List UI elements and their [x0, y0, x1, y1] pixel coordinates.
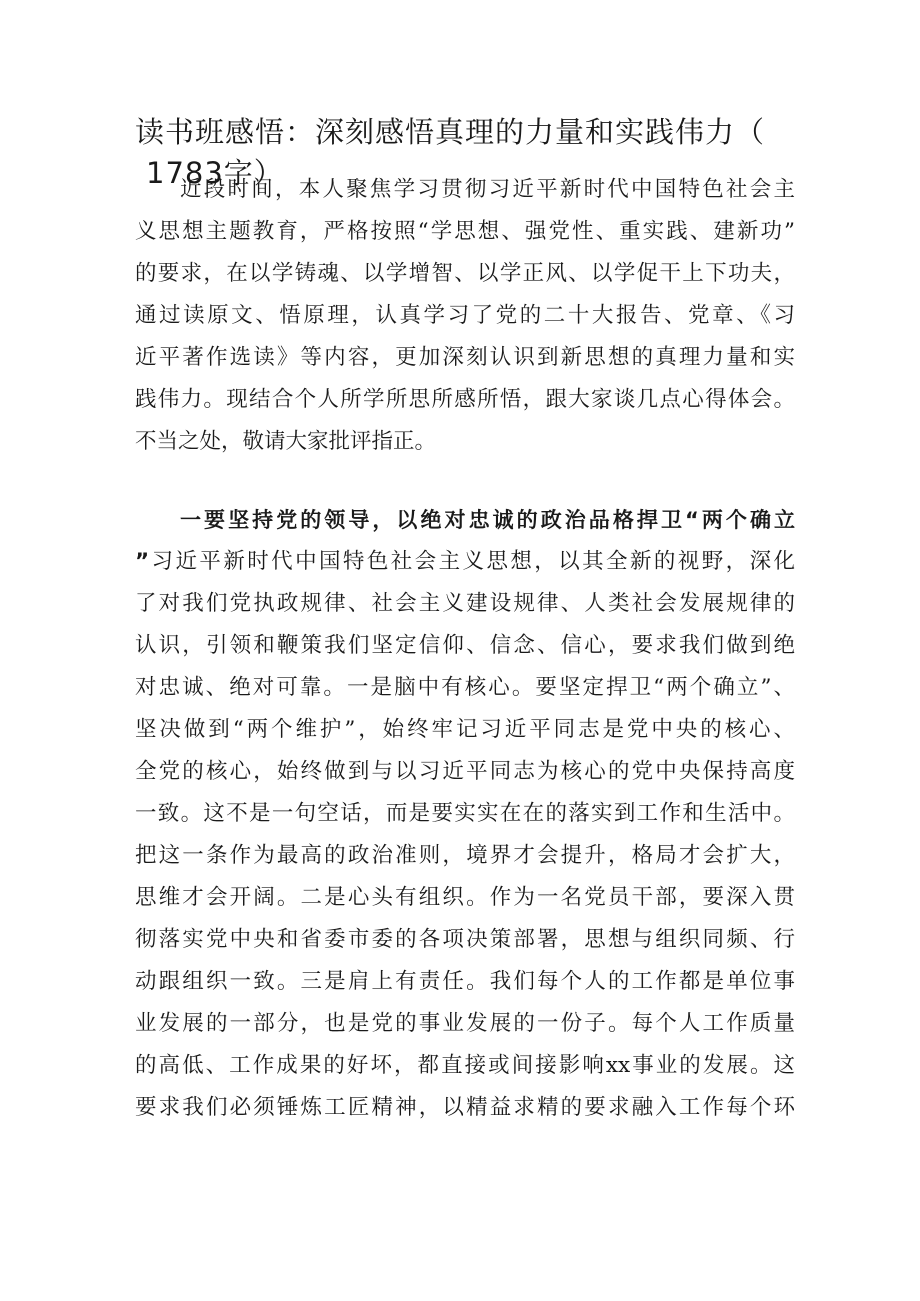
- paragraph-1-line: 践伟力。现结合个人所学所思所感所悟，跟大家谈几点心得体会。: [135, 387, 795, 412]
- paragraph-1-line: 通过读原文、悟原理，认真学习了党的二十大报告、党章、《习: [135, 303, 795, 328]
- paragraph-2-line: 思维才会开阔。二是心头有组织。作为一名党员干部，要深入贯: [135, 885, 795, 910]
- paragraph-1-line: 近段时间，本人聚焦学习贯彻习近平新时代中国特色社会主: [180, 177, 795, 202]
- paragraph-2-line: 动跟组织一致。三是肩上有责任。我们每个人的工作都是单位事: [135, 969, 795, 994]
- paragraph-2-line: 认识，引领和鞭策我们坚定信仰、信念、信心，要求我们做到绝: [135, 633, 795, 658]
- paragraph-2-line: 业发展的一部分，也是党的事业发展的一份子。每个人工作质量: [135, 1011, 795, 1036]
- section-heading: 一要坚持党的领导，以绝对忠诚的政治品格捍卫“两个确立: [180, 508, 795, 532]
- paragraph-1-line: 的要求，在以学铸魂、以学增智、以学正风、以学促干上下功夫，: [135, 261, 795, 286]
- paragraph-1-line: 近平著作选读》等内容，更加深刻认识到新思想的真理力量和实: [135, 345, 795, 370]
- paragraph-2-line: 坚决做到“两个维护”，始终牢记习近平同志是党中央的核心、: [135, 717, 795, 742]
- section-heading-tail: ”: [135, 549, 150, 574]
- paragraph-2-first-line: 习近平新时代中国特色社会主义思想，以其全新的视野，深化: [149, 549, 795, 574]
- paragraph-2-line: 全党的核心，始终做到与以习近平同志为核心的党中央保持高度: [135, 759, 795, 784]
- paragraph-2-line: 了对我们党执政规律、社会主义建设规律、人类社会发展规律的: [135, 591, 795, 616]
- paragraph-2-line: 一致。这不是一句空话，而是要实实在在的落实到工作和生活中。: [135, 801, 795, 826]
- paragraph-1-line: 不当之处，敬请大家批评指正。: [135, 429, 437, 454]
- paragraph-2-line: 对忠诚、绝对可靠。一是脑中有核心。要坚定捍卫“两个确立”、: [135, 675, 795, 700]
- paragraph-1-line: 义思想主题教育，严格按照“学思想、强党性、重实践、建新功”: [135, 219, 795, 244]
- paragraph-2-line: 把这一条作为最高的政治准则，境界才会提升，格局才会扩大，: [135, 843, 795, 868]
- paragraph-2-line: 要求我们必须锤炼工匠精神，以精益求精的要求融入工作每个环: [135, 1095, 795, 1120]
- paragraph-2-line: [135, 547, 795, 577]
- title-line-2: 1783字）: [146, 156, 284, 190]
- paragraph-2-line: 的高低、工作成果的好坏，都直接或间接影响xx事业的发展。这: [135, 1053, 795, 1078]
- paragraph-2-line: 彻落实党中央和省委市委的各项决策部署，思想与组织同频、行: [135, 927, 795, 952]
- title-line-1: 读书班感悟：深刻感悟真理的力量和实践伟力（: [135, 115, 766, 149]
